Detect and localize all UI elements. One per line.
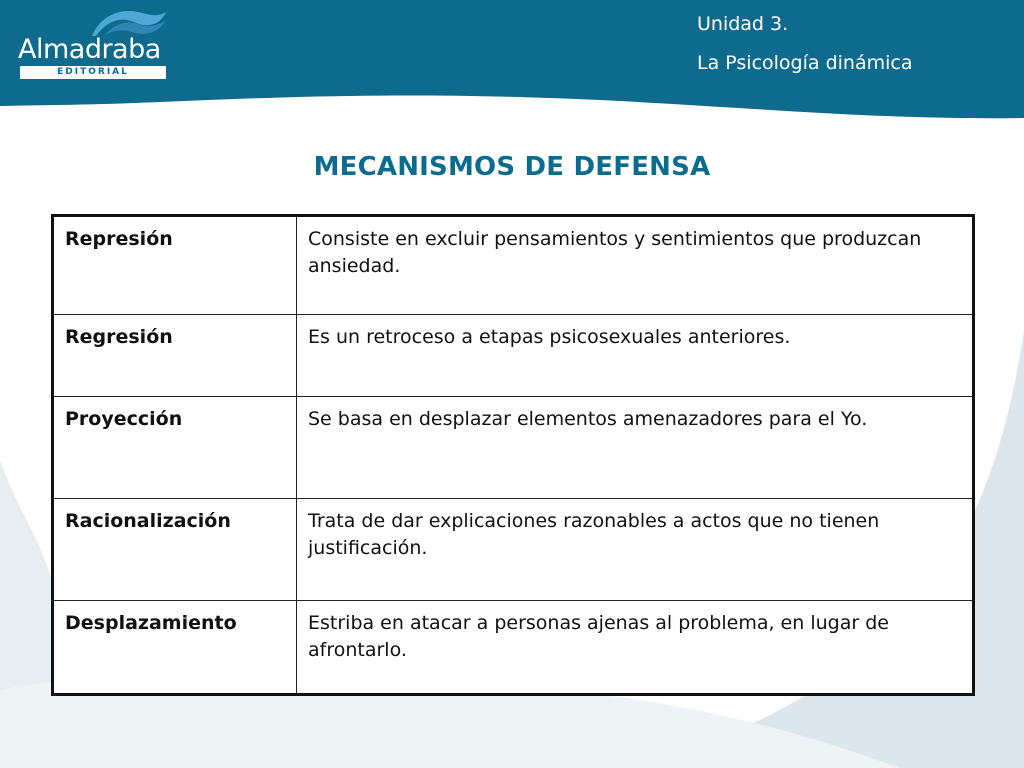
term-cell: Desplazamiento bbox=[53, 601, 297, 695]
definition-cell: Consiste en excluir pensamientos y sentimientos que produzcan ansiedad. bbox=[297, 216, 974, 315]
table-row bbox=[53, 397, 974, 499]
logo-subtitle: EDITORIAL bbox=[57, 67, 129, 77]
unit-header bbox=[697, 12, 912, 76]
term-cell: Regresión bbox=[53, 315, 297, 397]
table-row bbox=[53, 601, 974, 695]
definition-cell: Es un retroceso a etapas psicosexuales anteriores. bbox=[297, 315, 974, 397]
term-cell: Represión bbox=[53, 216, 297, 315]
almadraba-logo bbox=[18, 6, 168, 80]
definition-cell: Trata de dar explicaciones razonables a actos que no tienen justificación. bbox=[297, 499, 974, 601]
logo-wordmark: Almadraba bbox=[18, 34, 161, 65]
definition-cell: Se basa en desplazar elementos amenazadores para el Yo. bbox=[297, 397, 974, 499]
defense-mechanisms-table bbox=[51, 214, 975, 696]
table-row bbox=[53, 315, 974, 397]
definition-cell: Estriba en atacar a personas ajenas al problema, en lugar de afrontarlo. bbox=[297, 601, 974, 695]
table-row bbox=[53, 499, 974, 601]
term-cell: Proyección bbox=[53, 397, 297, 499]
slide-title: MECANISMOS DE DEFENSA bbox=[313, 152, 711, 182]
logo-subtitle-bar bbox=[20, 66, 166, 79]
term-cell: Racionalización bbox=[53, 499, 297, 601]
unit-topic: La Psicología dinámica bbox=[697, 52, 913, 74]
table-row bbox=[53, 216, 974, 315]
unit-label: Unidad 3. bbox=[697, 13, 789, 35]
